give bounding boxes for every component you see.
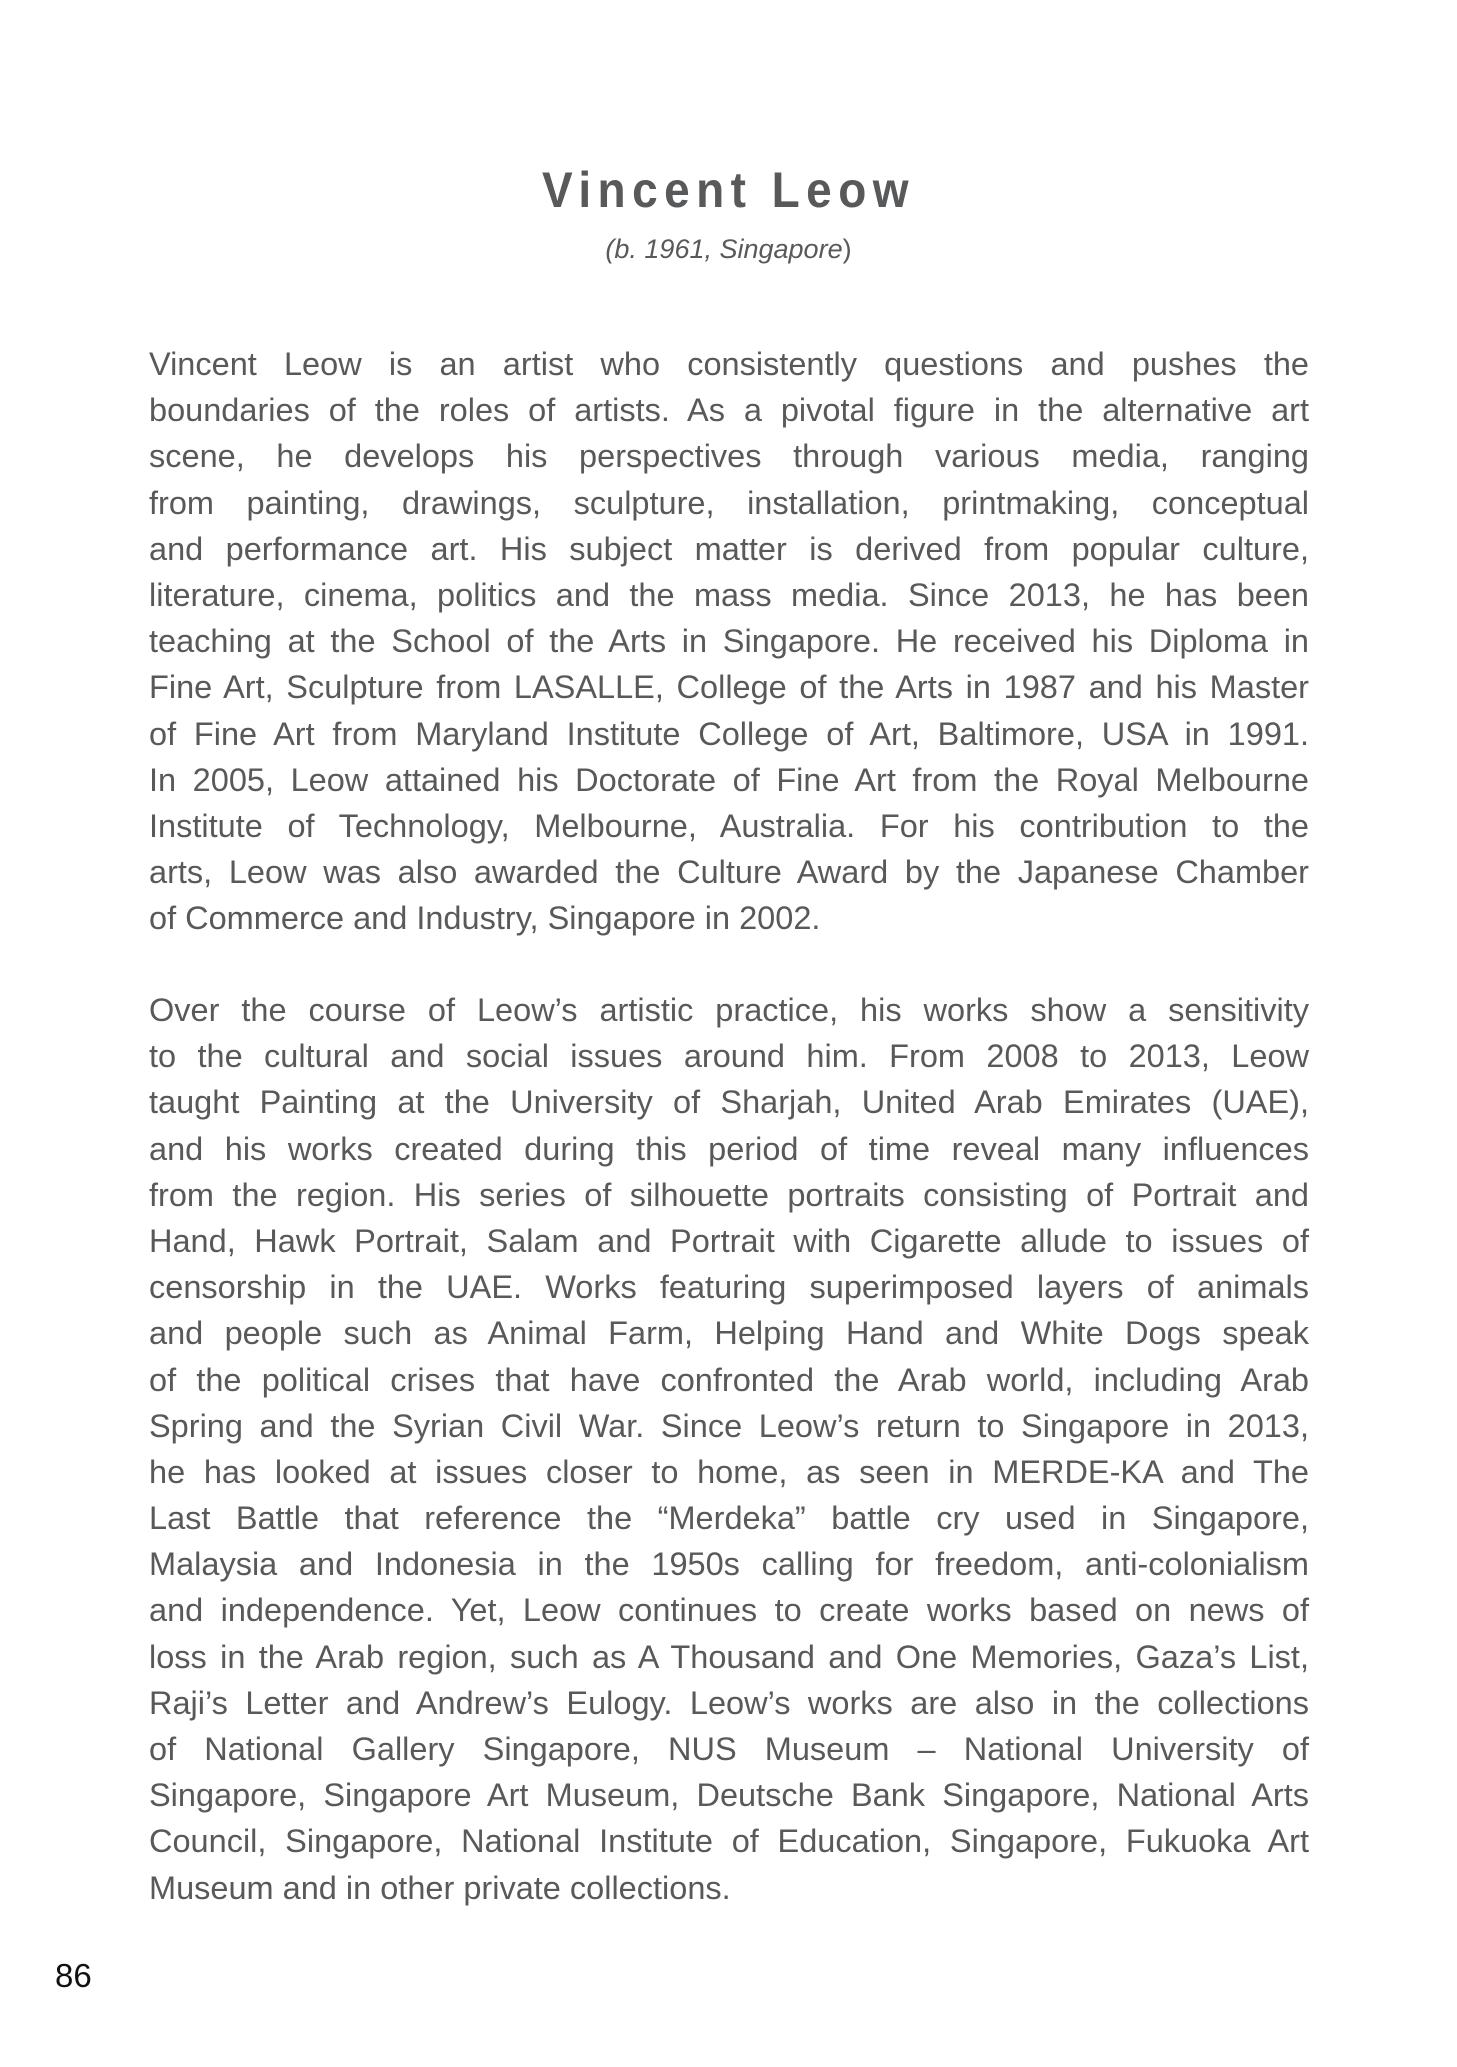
paragraph-line xyxy=(149,711,1309,757)
paragraph-line xyxy=(149,526,1309,572)
paragraph-line-text: Fine Art, Sculpture from LASALLE, College of the Arts in 1987 and his Master xyxy=(149,669,1309,706)
paragraph-line-text: censorship in the UAE. Works featuring superimposed layers of animals xyxy=(149,1269,1309,1306)
paragraph-line-text: Singapore, Singapore Art Museum, Deutsche Bank Singapore, National Arts xyxy=(149,1777,1309,1814)
paragraph-line-text: teaching at the School of the Arts in Singapore. He received his Diploma in xyxy=(149,623,1309,660)
paragraph-line xyxy=(149,757,1309,803)
birth-info-close-paren: ) xyxy=(842,234,852,264)
paragraph-line xyxy=(149,1172,1309,1218)
biography-paragraph-2 xyxy=(149,987,1309,1911)
paragraph-line-text: Raji’s Letter and Andrew’s Eulogy. Leow’s works are also in the collections xyxy=(149,1684,1309,1721)
paragraph-line-text: boundaries of the roles of artists. As a pivotal figure in the alternative art xyxy=(149,392,1309,429)
paragraph-line xyxy=(149,1818,1309,1864)
paragraph-line-text: Spring and the Syrian Civil War. Since Leow’s return to Singapore in 2013, xyxy=(149,1407,1309,1444)
paragraph-line xyxy=(149,1033,1309,1079)
paragraph-line-text: and people such as Animal Farm, Helping Hand and White Dogs speak xyxy=(149,1315,1309,1352)
paragraph-line xyxy=(149,1541,1309,1587)
paragraph-line-text: Vincent Leow is an artist who consistently questions and pushes the xyxy=(149,346,1309,382)
artist-name-title: Vincent Leow xyxy=(542,162,915,218)
paragraph-line-text: literature, cinema, politics and the mass media. Since 2013, he has been xyxy=(149,576,1309,613)
paragraph-line xyxy=(149,433,1309,479)
paragraph-line xyxy=(149,1587,1309,1633)
paragraph-line xyxy=(149,1726,1309,1772)
paragraph-line xyxy=(149,1680,1309,1726)
paragraph-line-text: and performance art. His subject matter is derived from popular culture, xyxy=(149,530,1309,567)
paragraph-line-text: of the political crises that have confronted the Arab world, including Arab xyxy=(149,1361,1309,1398)
biography-paragraph-1 xyxy=(149,341,1309,941)
paragraph-line-text: Institute of Technology, Melbourne, Australia. For his contribution to the xyxy=(149,807,1309,844)
paragraph-line xyxy=(149,849,1309,895)
paragraph-line-text: and independence. Yet, Leow continues to create works based on news of xyxy=(149,1592,1309,1629)
paragraph-line xyxy=(149,1772,1309,1818)
paragraph-line-text: Malaysia and Indonesia in the 1950s calling for freedom, anti-colonialism xyxy=(149,1546,1309,1583)
paragraph-line-text: In 2005, Leow attained his Doctorate of Fine Art from the Royal Melbourne xyxy=(149,761,1309,798)
page-number: 86 xyxy=(55,1957,92,1994)
paragraph-line xyxy=(149,480,1309,526)
paragraph-line xyxy=(149,341,1309,387)
paragraph-line xyxy=(149,1495,1309,1541)
paragraph-line xyxy=(149,987,1309,1033)
paragraph-line-text: of Commerce and Industry, Singapore in 2002. xyxy=(149,900,821,937)
paragraph-line xyxy=(149,572,1309,618)
paragraph-line xyxy=(149,1634,1309,1680)
paragraph-line xyxy=(149,1865,1309,1911)
paragraph-line-text: from painting, drawings, sculpture, installation, printmaking, conceptual xyxy=(149,484,1309,521)
paragraph-line-text: Hand, Hawk Portrait, Salam and Portrait with Cigarette allude to issues of xyxy=(149,1222,1309,1259)
paragraph-line xyxy=(149,895,1309,941)
paragraph-line-text: scene, he develops his perspectives through various media, ranging xyxy=(149,438,1309,475)
paragraph-line-text: of National Gallery Singapore, NUS Museum – National University of xyxy=(149,1731,1309,1767)
paragraph-line xyxy=(149,1403,1309,1449)
paragraph-line xyxy=(149,1079,1309,1125)
paragraph-line-text: Last Battle that reference the “Merdeka” battle cry used in Singapore, xyxy=(149,1500,1309,1537)
paragraph-line-text: from the region. His series of silhouette portraits consisting of Portrait and xyxy=(149,1176,1309,1213)
birth-info-text: (b. 1961, Singapore xyxy=(605,234,843,264)
paragraph-line xyxy=(149,1264,1309,1310)
paragraph-line-text: taught Painting at the University of Sharjah, United Arab Emirates (UAE), xyxy=(149,1084,1309,1121)
paragraph-line-text: of Fine Art from Maryland Institute College of Art, Baltimore, USA in 1991. xyxy=(149,715,1309,752)
paragraph-line xyxy=(149,1218,1309,1264)
paragraph-line xyxy=(149,803,1309,849)
paragraph-line-text: and his works created during this period of time reveal many influences xyxy=(149,1130,1309,1167)
paragraph-line-text: arts, Leow was also awarded the Culture Award by the Japanese Chamber xyxy=(149,854,1309,891)
paragraph-line xyxy=(149,664,1309,710)
paragraph-line xyxy=(149,1126,1309,1172)
paragraph-line-text: loss in the Arab region, such as A Thousand and One Memories, Gaza’s List, xyxy=(149,1638,1309,1675)
paragraph-line xyxy=(149,618,1309,664)
paragraph-line-text: Museum and in other private collections. xyxy=(149,1869,731,1906)
paragraph-line-text: Council, Singapore, National Institute of Education, Singapore, Fukuoka Art xyxy=(149,1823,1309,1860)
paragraph-line xyxy=(149,1357,1309,1403)
artist-birth-info xyxy=(0,232,1457,266)
paragraph-line-text: Over the course of Leow’s artistic practice, his works show a sensitivity xyxy=(149,992,1309,1028)
paragraph-line xyxy=(149,1310,1309,1356)
paragraph-line-text: he has looked at issues closer to home, as seen in MERDE-KA and The xyxy=(149,1453,1309,1490)
paragraph-line-text: to the cultural and social issues around him. From 2008 to 2013, Leow xyxy=(149,1038,1309,1075)
paragraph-line xyxy=(149,1449,1309,1495)
paragraph-line xyxy=(149,387,1309,433)
